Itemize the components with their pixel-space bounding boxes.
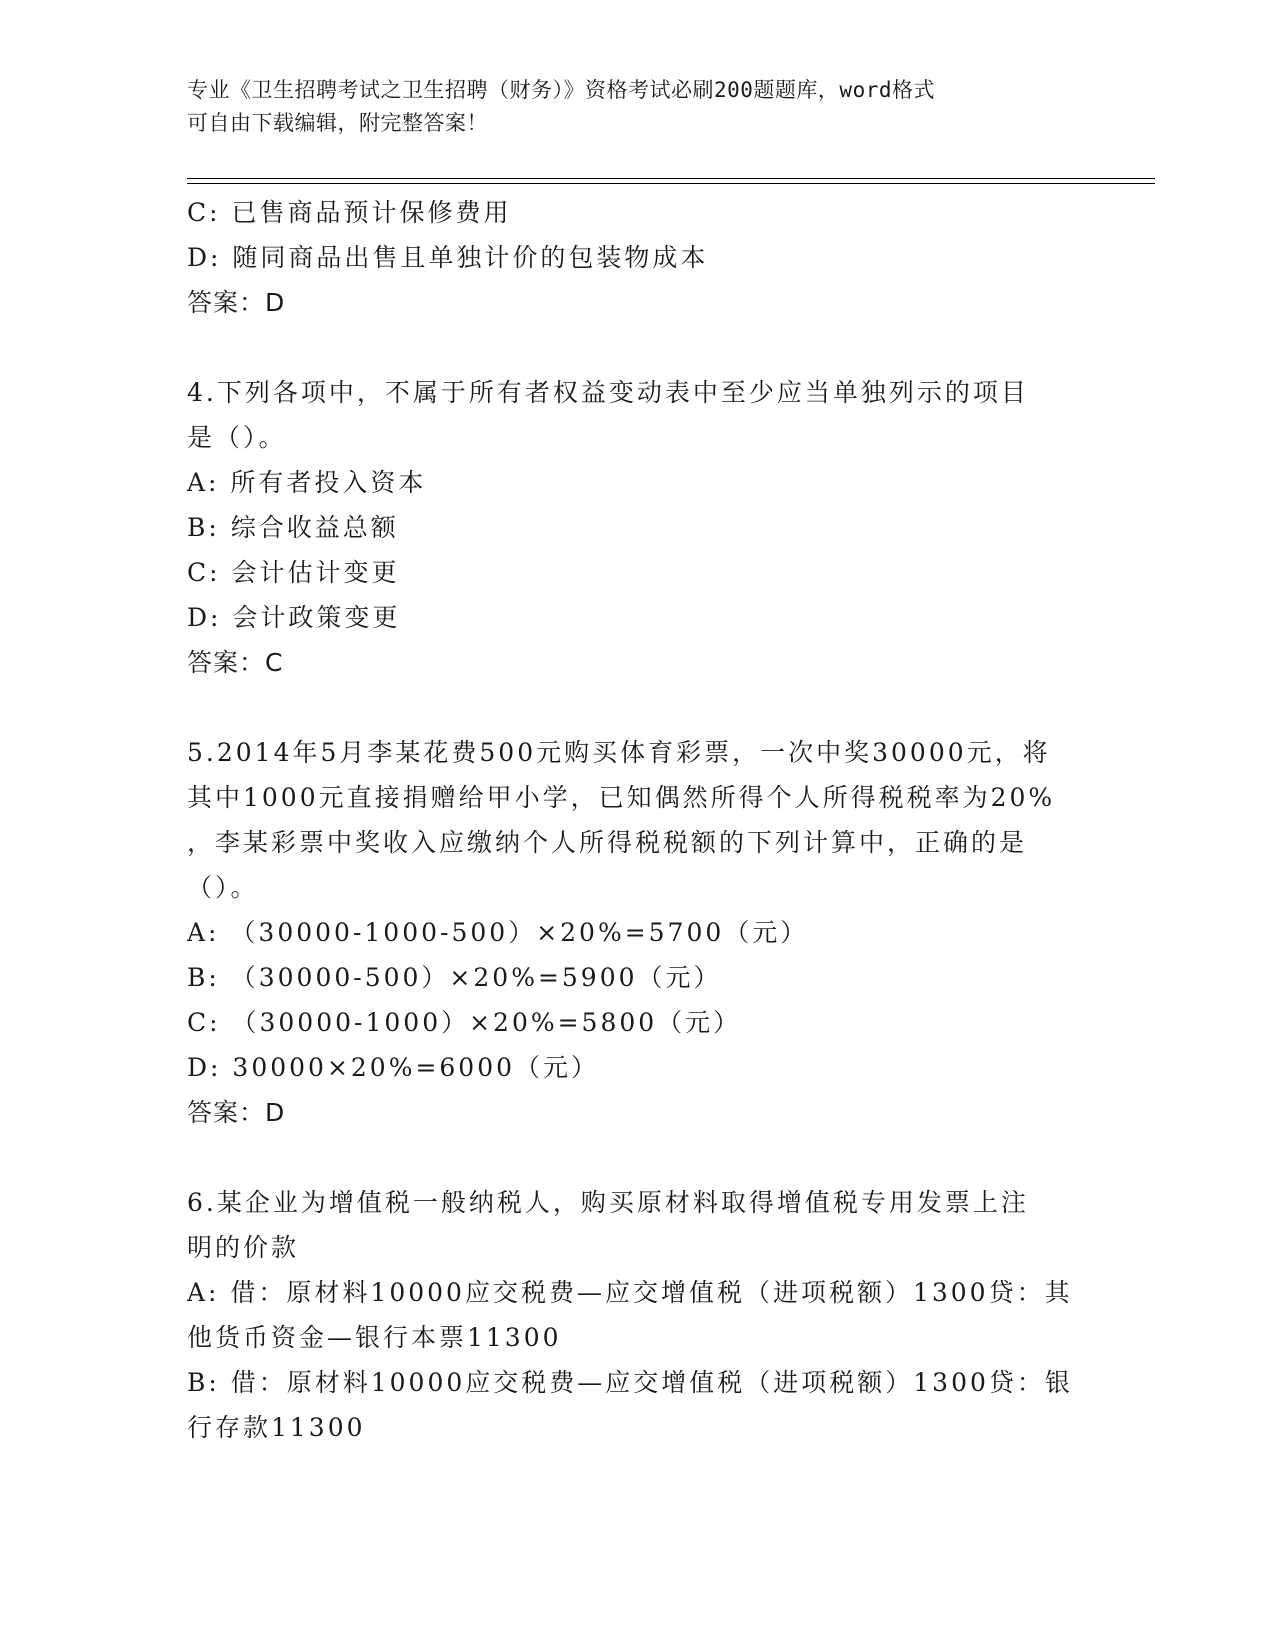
q4-stem-line-1: 4.下列各项中，不属于所有者权益变动表中至少应当单独列示的项目	[187, 378, 1029, 407]
q5-stem-line-4: （）。	[187, 873, 259, 902]
q5-option-c: C: （30000-1000）×20%=5800（元）	[187, 1008, 742, 1037]
q4-option-a: A: 所有者投入资本	[187, 468, 427, 497]
q4-answer: 答案：C	[187, 648, 284, 677]
document-header	[187, 74, 1087, 140]
q6-option-b-line-1: B: 借：原材料10000应交税费—应交增值税（进项税额）1300贷：银	[187, 1368, 1073, 1397]
spacer	[187, 685, 1087, 730]
q3-option-d: D: 随同商品出售且单独计价的包装物成本	[187, 243, 709, 272]
q5-option-d: D: 30000×20%=6000（元）	[187, 1053, 600, 1082]
q6-option-a-line-1: A: 借：原材料10000应交税费—应交增值税（进项税额）1300贷：其	[187, 1278, 1073, 1307]
spacer	[187, 1135, 1087, 1180]
q4-option-d: D: 会计政策变更	[187, 603, 401, 632]
question-3	[187, 190, 1087, 325]
q6-option-a-line-2: 他货币资金—银行本票11300	[187, 1323, 562, 1352]
spacer	[187, 325, 1087, 370]
q5-option-a: A: （30000-1000-500）×20%=5700（元）	[187, 918, 809, 947]
header-rule-bottom	[187, 183, 1155, 184]
q6-stem-line-1: 6.某企业为增值税一般纳税人，购买原材料取得增值税专用发票上注	[187, 1188, 1029, 1217]
question-4	[187, 370, 1087, 685]
header-title-line-1: 专业《卫生招聘考试之卫生招聘（财务）》资格考试必刷200题题库，word格式	[187, 78, 935, 102]
q3-option-c: C: 已售商品预计保修费用	[187, 198, 512, 227]
q4-option-c: C: 会计估计变更	[187, 558, 400, 587]
q3-answer: 答案：D	[187, 288, 286, 317]
q5-stem-line-3: ，李某彩票中奖收入应缴纳个人所得税税额的下列计算中，正确的是	[187, 828, 1028, 857]
q5-stem-line-1: 5.2014年5月李某花费500元购买体育彩票，一次中奖30000元，将	[187, 738, 1051, 767]
q5-answer: 答案：D	[187, 1098, 286, 1127]
question-5	[187, 730, 1087, 1135]
q4-option-b: B: 综合收益总额	[187, 513, 399, 542]
q6-stem-line-2: 明的价款	[187, 1233, 300, 1262]
q5-option-b: B: （30000-500）×20%=5900（元）	[187, 963, 722, 992]
q4-stem-line-2: 是（）。	[187, 423, 287, 452]
q6-option-b-line-2: 行存款11300	[187, 1413, 366, 1442]
q5-stem-line-2: 其中1000元直接捐赠给甲小学，已知偶然所得个人所得税税率为20%	[187, 783, 1056, 812]
header-rule-top	[187, 178, 1155, 179]
question-6	[187, 1180, 1087, 1450]
header-title-line-2: 可自由下载编辑，附完整答案！	[187, 111, 488, 135]
question-content	[187, 190, 1087, 1450]
